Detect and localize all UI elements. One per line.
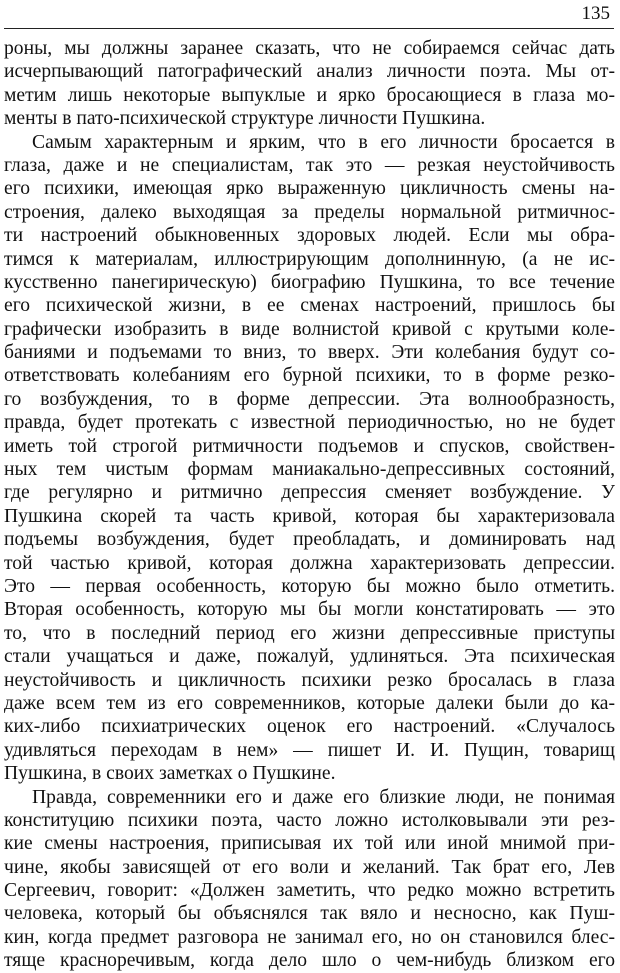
text-line: Вторая особенность, которую мы бы могли констатировать — это — [4, 599, 615, 621]
text-line: ответствовать колебаниям его бурной психики, то в форме резко- — [4, 365, 615, 387]
text-line: Сергеевич, говорит: «Должен заметить, что редко можно встретить — [4, 880, 615, 902]
text-line: стали учащаться и даже, пожалуй, удлиняться. Эта психическая — [4, 646, 615, 668]
text-line: его психики, имеющая ярко выраженную цикличность смены на- — [4, 178, 615, 200]
text-line: подъемы возбуждения, будет преобладать, и доминировать над — [4, 529, 615, 551]
text-line: кусственно панегирическую) биографию Пушкина, то все течение — [4, 271, 615, 293]
text-line: его психической жизни, в ее сменах настроений, пришлось бы — [4, 295, 615, 317]
text-line: кин, когда предмет разговора не занимал его, но он становился блес- — [4, 926, 615, 948]
text-line: кие смены настроения, приписывая их той или иной мнимой при- — [4, 833, 615, 855]
text-line: графически изобразить в виде волнистой кривой с крутыми коле- — [4, 318, 615, 340]
page-number: 135 — [581, 3, 610, 24]
text-line: ких-либо психиатрических оценок его настроений. «Случалось — [4, 716, 615, 738]
text-line: даже всем тем из его современников, которые далеки были до ка- — [4, 692, 615, 714]
text-line: Правда, современники его и даже его близкие люди, не понимая — [32, 786, 615, 808]
text-line: метим лишь некоторые выпуклые и ярко бросающиеся в глаза мо- — [4, 84, 615, 106]
text-line: менты в пато-психической структуре личности Пушкина. — [4, 108, 486, 130]
text-line: ти настроений обыкновенных здоровых людей. Если мы обра- — [4, 225, 615, 247]
text-line: тимся к материалам, иллюстрирующим дополнинную, (а не ис- — [4, 248, 615, 270]
text-line: Пушкина, в своих заметках о Пушкине. — [4, 763, 336, 785]
text-line: где регулярно и ритмично депрессия сменяет возбуждение. У — [4, 482, 615, 504]
text-line: то, что в последний период его жизни депрессивные приступы — [4, 622, 615, 644]
text-line: исчерпывающий патографический анализ личности поэта. Мы от- — [4, 61, 615, 83]
paragraph — [4, 786, 615, 973]
text-line: чине, якобы зависящей от его воли и желаний. Так брат его, Лев — [4, 856, 615, 878]
text-line: го возбуждения, то в форме депрессии. Эта волнообразность, — [4, 388, 615, 410]
header-rule — [4, 28, 614, 29]
paragraph — [4, 37, 615, 131]
body-text — [4, 37, 615, 973]
text-line: удивляться переходам в нем» — пишет И. И. Пущин, товарищ — [4, 739, 615, 761]
text-line: конституцию психики поэта, часто ложно истолковывали эти рез- — [4, 809, 615, 831]
text-line: Самым характерным и ярким, что в его личности бросается в — [32, 131, 615, 153]
text-line: строения, далеко выходящая за пределы нормальной ритмичнос- — [4, 201, 615, 223]
text-line: ных тем чистым формам маниакально-депрессивных состояний, — [4, 459, 615, 481]
text-line: роны, мы должны заранее сказать, что не собираемся сейчас дать — [4, 38, 615, 59]
text-line: человека, который бы объяснялся так вяло и несносно, как Пуш- — [4, 903, 615, 925]
text-line: иметь той строгой ритмичности подъемов и спусков, свойствен- — [4, 435, 615, 457]
text-line: Это — первая особенность, которую бы можно было отметить. — [4, 575, 615, 597]
text-line: тяще красноречивым, когда дело шло о чем-нибудь близком его — [4, 950, 615, 972]
text-line: той частью кривой, которая должна характеризовать депрессии. — [4, 552, 615, 574]
text-line: неустойчивость и цикличность психики резко бросалась в глаза — [4, 669, 615, 691]
text-line: правда, будет протекать с известной периодичностью, но не будет — [4, 412, 615, 434]
text-line: баниями и подъемами то вниз, то вверх. Эти колебания будут со- — [4, 342, 615, 364]
text-line: глаза, даже и не специалистам, так это — резкая неустойчивость — [4, 154, 615, 176]
paragraph — [4, 131, 615, 786]
text-line: Пушкина скорей та часть кривой, которая бы характеризовала — [4, 505, 615, 527]
